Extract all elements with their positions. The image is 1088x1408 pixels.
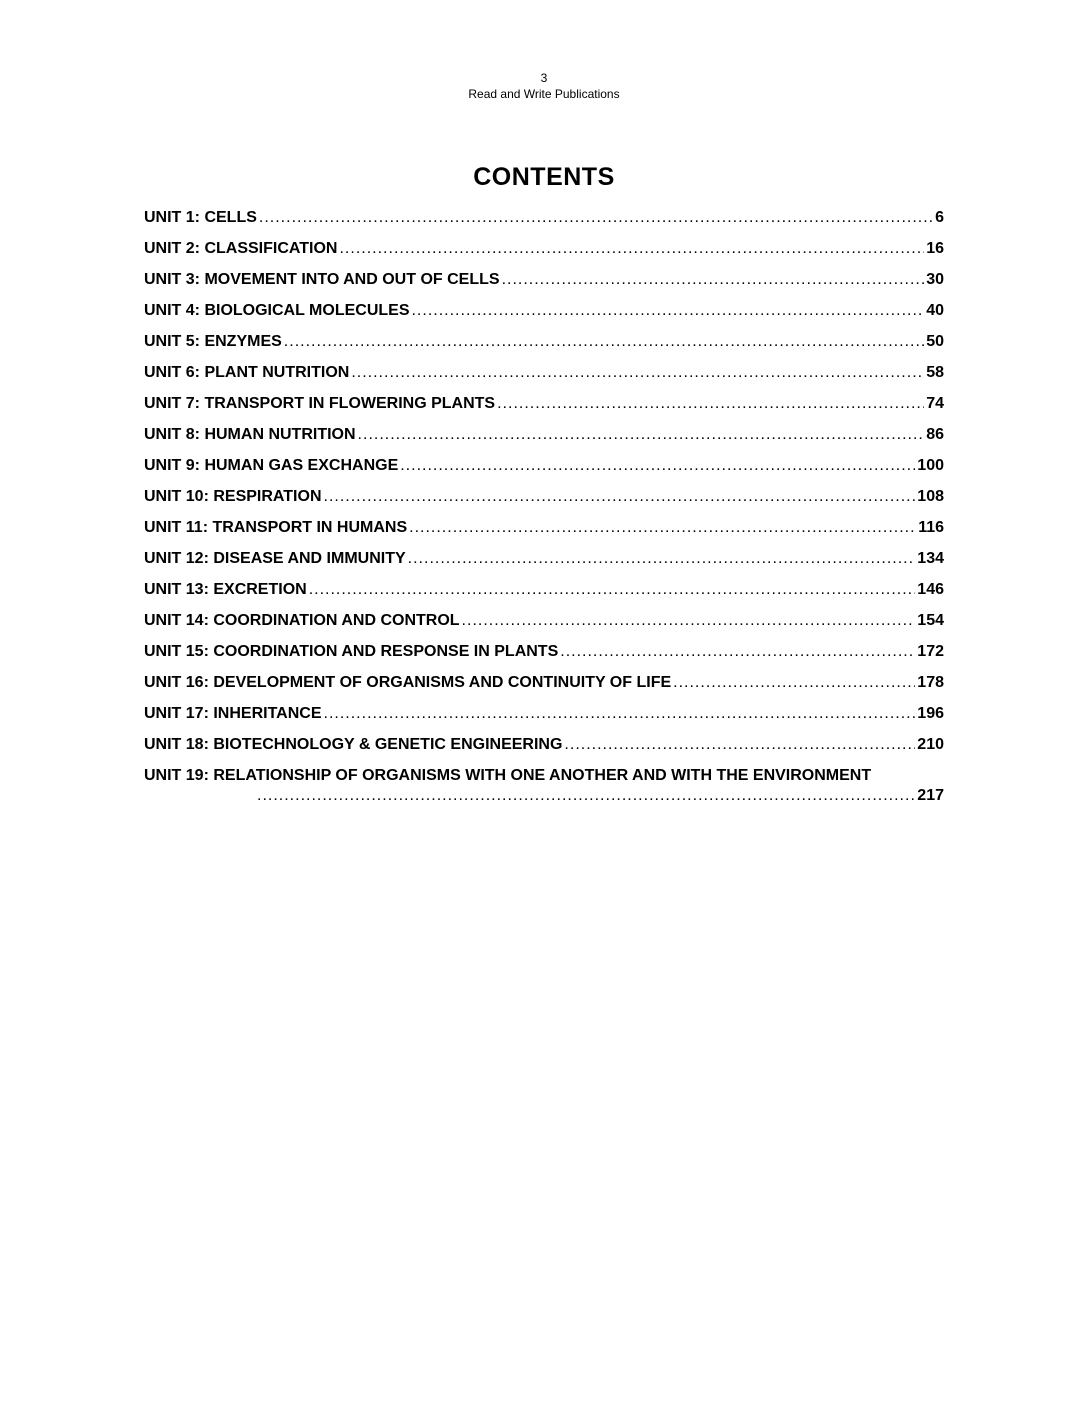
toc-entry-title: UNIT 18: BIOTECHNOLOGY & GENETIC ENGINEERING xyxy=(144,736,563,753)
toc-leader-dots xyxy=(411,301,924,321)
toc-leader-dots xyxy=(560,642,915,662)
toc-entry-unit-11[interactable] xyxy=(144,518,944,549)
toc-entry-unit-19[interactable] xyxy=(144,766,944,810)
toc-entry-page: 30 xyxy=(926,271,944,288)
toc-leader-dots xyxy=(564,735,915,755)
toc-entry-title: UNIT 13: EXCRETION xyxy=(144,581,307,598)
toc-entry-page: 217 xyxy=(917,787,944,804)
toc-leader-dots xyxy=(259,208,933,228)
toc-leader-dots xyxy=(339,239,924,259)
toc-leader-dots xyxy=(408,549,916,569)
toc-entry-unit-16[interactable] xyxy=(144,673,944,704)
toc-entry-title: UNIT 17: INHERITANCE xyxy=(144,705,322,722)
toc-entry-title: UNIT 16: DEVELOPMENT OF ORGANISMS AND CONTINUITY OF LIFE xyxy=(144,674,672,691)
toc-leader-dots xyxy=(502,270,925,290)
page-header xyxy=(0,70,1088,102)
toc-entry-unit-8[interactable] xyxy=(144,425,944,456)
toc-entry-page: 108 xyxy=(917,488,944,505)
toc-entry-page: 116 xyxy=(918,519,944,536)
toc-leader-dots xyxy=(358,425,925,445)
toc-entry-page: 154 xyxy=(917,612,944,629)
toc-entry-title: UNIT 7: TRANSPORT IN FLOWERING PLANTS xyxy=(144,395,496,412)
toc-entry-page: 210 xyxy=(917,736,944,753)
table-of-contents xyxy=(144,208,944,810)
toc-entry-unit-7[interactable] xyxy=(144,394,944,425)
toc-entry-title: UNIT 19: RELATIONSHIP OF ORGANISMS WITH ONE ANOTHER AND WITH THE ENVIRONMENT xyxy=(144,767,872,784)
toc-entry-title: UNIT 3: MOVEMENT INTO AND OUT OF CELLS xyxy=(144,271,500,288)
toc-entry-unit-3[interactable] xyxy=(144,270,944,301)
toc-leader-dots xyxy=(400,456,915,476)
toc-entry-unit-2[interactable] xyxy=(144,239,944,270)
toc-entry-page: 196 xyxy=(917,705,944,722)
toc-entry-title: UNIT 9: HUMAN GAS EXCHANGE xyxy=(144,457,399,474)
toc-entry-title: UNIT 6: PLANT NUTRITION xyxy=(144,364,350,381)
toc-entry-title: UNIT 14: COORDINATION AND CONTROL xyxy=(144,612,460,629)
toc-entry-unit-14[interactable] xyxy=(144,611,944,642)
toc-entry-page: 58 xyxy=(926,364,944,381)
toc-leader-dots xyxy=(351,363,924,383)
toc-entry-page: 40 xyxy=(926,302,944,319)
toc-leader-dots xyxy=(497,394,924,414)
page-title: CONTENTS xyxy=(473,163,615,191)
toc-entry-page: 178 xyxy=(917,674,944,691)
toc-entry-unit-5[interactable] xyxy=(144,332,944,363)
toc-entry-unit-18[interactable] xyxy=(144,735,944,766)
toc-leader-dots xyxy=(324,704,916,724)
toc-entry-unit-9[interactable] xyxy=(144,456,944,487)
toc-entry-unit-10[interactable] xyxy=(144,487,944,518)
toc-entry-page: 16 xyxy=(926,240,944,257)
toc-entry-title: UNIT 12: DISEASE AND IMMUNITY xyxy=(144,550,406,567)
toc-entry-title: UNIT 4: BIOLOGICAL MOLECULES xyxy=(144,302,410,319)
toc-entry-unit-13[interactable] xyxy=(144,580,944,611)
toc-leader-dots xyxy=(309,580,916,600)
toc-entry-unit-1[interactable] xyxy=(144,208,944,239)
toc-entry-page: 74 xyxy=(926,395,944,412)
toc-entry-page: 86 xyxy=(926,426,944,443)
toc-entry-title: UNIT 10: RESPIRATION xyxy=(144,488,322,505)
page-number: 3 xyxy=(540,71,548,85)
toc-entry-unit-4[interactable] xyxy=(144,301,944,332)
toc-entry-title: UNIT 2: CLASSIFICATION xyxy=(144,240,338,257)
toc-entry-page: 146 xyxy=(917,581,944,598)
toc-leader-dots xyxy=(462,611,916,631)
toc-entry-unit-6[interactable] xyxy=(144,363,944,394)
toc-entry-title: UNIT 15: COORDINATION AND RESPONSE IN PLANTS xyxy=(144,643,559,660)
toc-entry-unit-17[interactable] xyxy=(144,704,944,735)
toc-leader-dots xyxy=(257,786,915,806)
toc-entry-page: 50 xyxy=(926,333,944,350)
toc-entry-page: 172 xyxy=(917,643,944,660)
toc-entry-title: UNIT 11: TRANSPORT IN HUMANS xyxy=(144,519,408,536)
toc-entry-title: UNIT 8: HUMAN NUTRITION xyxy=(144,426,356,443)
toc-leader-dots xyxy=(284,332,924,352)
toc-entry-title: UNIT 1: CELLS xyxy=(144,209,257,226)
toc-entry-page: 100 xyxy=(917,457,944,474)
toc-entry-unit-15[interactable] xyxy=(144,642,944,673)
toc-entry-page: 134 xyxy=(917,550,944,567)
toc-entry-page: 6 xyxy=(935,209,944,226)
toc-entry-unit-12[interactable] xyxy=(144,549,944,580)
toc-leader-dots xyxy=(324,487,916,507)
publisher-name: Read and Write Publications xyxy=(468,87,620,101)
toc-entry-title: UNIT 5: ENZYMES xyxy=(144,333,282,350)
toc-leader-dots xyxy=(409,518,916,538)
toc-leader-dots xyxy=(673,673,915,693)
